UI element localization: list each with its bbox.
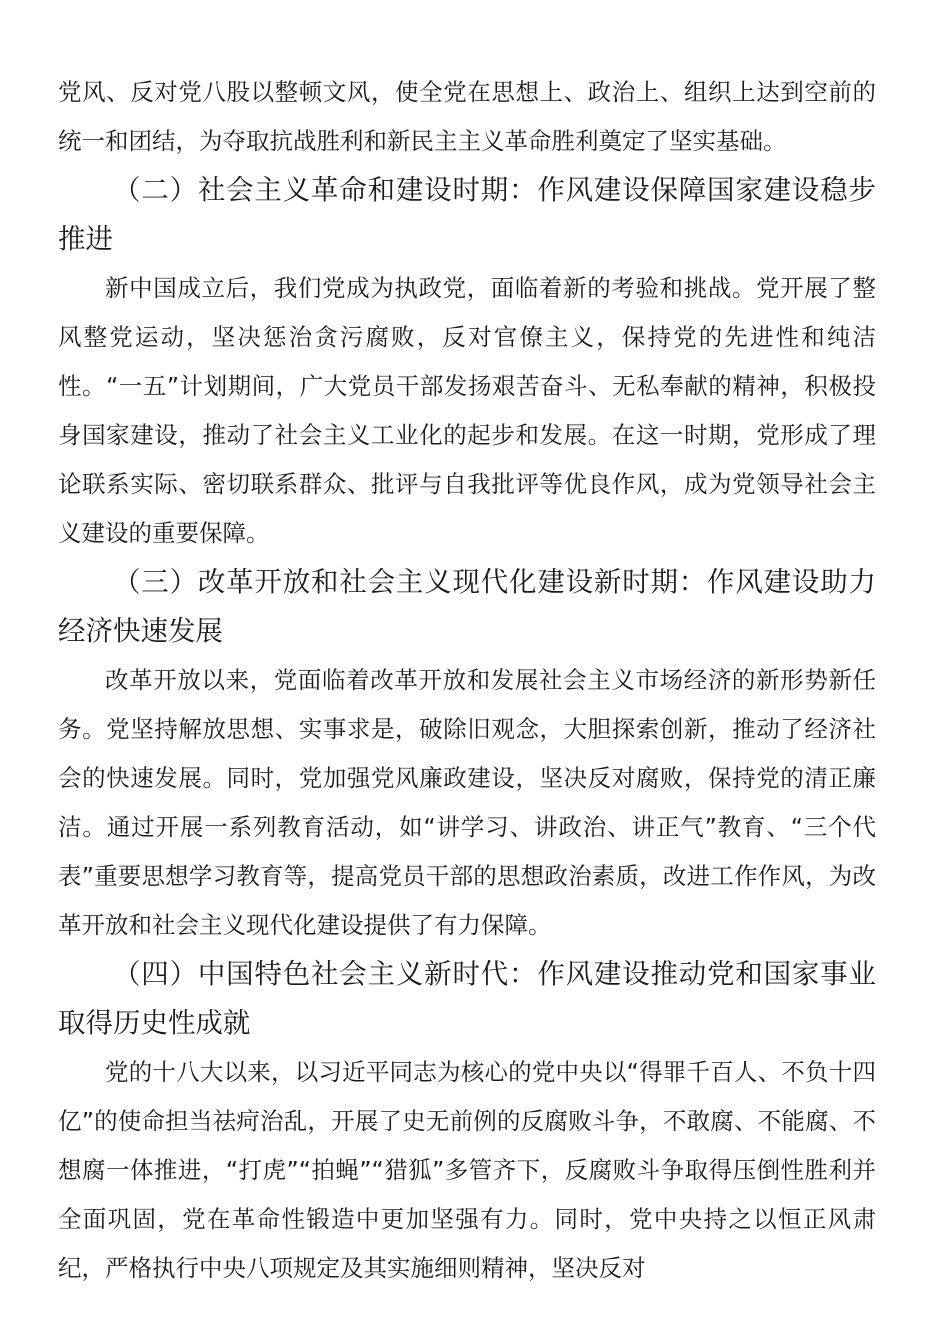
paragraph-section-4: 党的十八大以来，以习近平同志为核心的党中央以“得罪千百人、不负十四亿”的使命担当祛疴治乱，开展了史无前例的反腐败斗争，不敢腐、不能腐、不想腐一体推进，“打虎”“拍蝇”“猎狐”多管齐下，反腐败斗争取得压倒性胜利并全面巩固，党在革命性锻造中更加坚强有力。同时，党中央持之以恒正风肃纪，严格执行中央八项规定及其实施细则精神，坚决反对: [58, 1058, 876, 1282]
section-heading-2: （二）社会主义革命和建设时期：作风建设保障国家建设稳步推进: [58, 174, 876, 255]
paragraph-section-3: 改革开放以来，党面临着改革开放和发展社会主义市场经济的新形势新任务。党坚持解放思想、实事求是，破除旧观念，大胆探索创新，推动了经济社会的快速发展。同时，党加强党风廉政建设，坚决反对腐败，保持党的清正廉洁。通过开展一系列教育活动，如“讲学习、讲政治、讲正气”教育、“三个代表”重要思想学习教育等，提高党员干部的思想政治素质，改进工作作风，为改革开放和社会主义现代化建设提供了有力保障。: [58, 666, 876, 939]
section-heading-3: （三）改革开放和社会主义现代化建设新时期：作风建设助力经济快速发展: [58, 566, 876, 647]
section-heading-4: （四）中国特色社会主义新时代：作风建设推动党和国家事业取得历史性成就: [58, 958, 876, 1039]
document-page: [58, 68, 876, 1293]
paragraph-section-2: 新中国成立后，我们党成为执政党，面临着新的考验和挑战。党开展了整风整党运动，坚决惩治贪污腐败，反对官僚主义，保持党的先进性和纯洁性。“一五”计划期间，广大党员干部发扬艰苦奋斗、无私奉献的精神，积极投身国家建设，推动了社会主义工业化的起步和发展。在这一时期，党形成了理论联系实际、密切联系群众、批评与自我批评等优良作风，成为党领导社会主义建设的重要保障。: [58, 274, 876, 547]
paragraph-continuation: 党风、反对党八股以整顿文风，使全党在思想上、政治上、组织上达到空前的统一和团结，为夺取抗战胜利和新民主主义革命胜利奠定了坚实基础。: [58, 78, 876, 155]
